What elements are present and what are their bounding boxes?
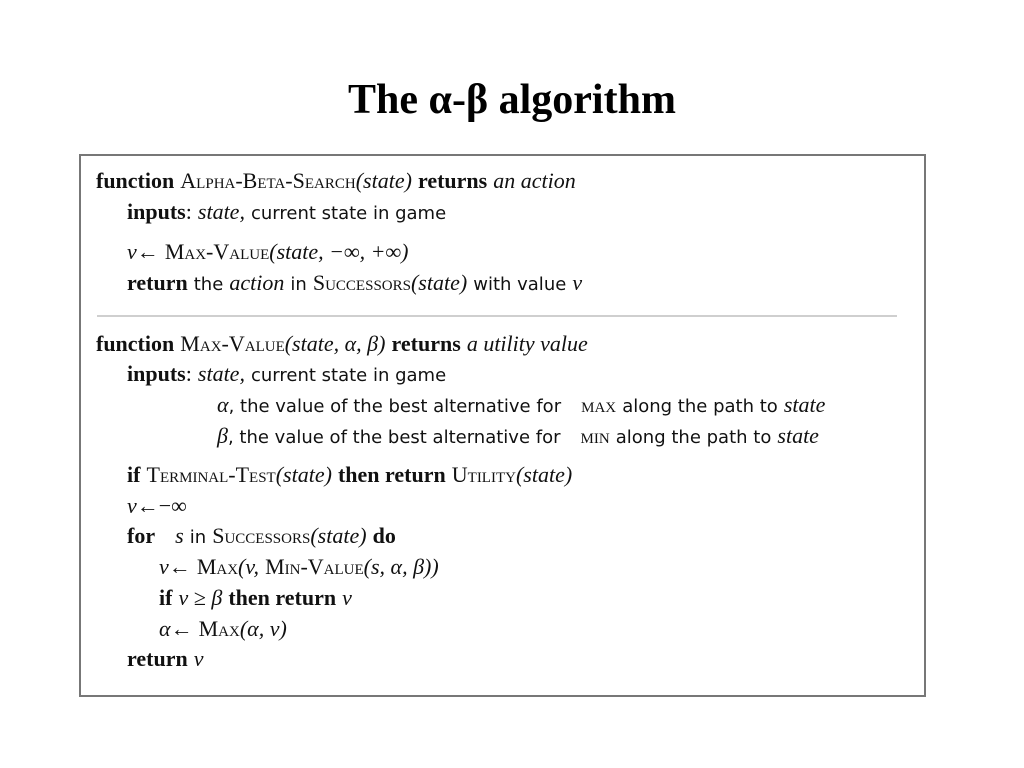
mv-line-2: inputs: state, current state in game xyxy=(127,361,447,386)
mv-line-7: for s in Successors(state) do xyxy=(127,523,396,548)
mv-line-3: α, the value of the best alternative for max along the path to state xyxy=(217,392,826,417)
mv-line-10: α← Max(α, v) xyxy=(159,616,287,641)
input-desc: current state in game xyxy=(251,203,447,224)
abs-line-1 xyxy=(96,169,576,194)
function-name: Alpha-Beta-Search xyxy=(180,168,356,193)
keyword-function: function xyxy=(96,331,175,356)
algorithm-box xyxy=(79,154,926,697)
input-state: state, xyxy=(197,199,245,224)
abs-line-3: v← Max-Value(state, −∞, +∞) xyxy=(127,239,409,264)
return-type: an action xyxy=(493,168,576,193)
keyword-function: function xyxy=(96,168,175,193)
section-divider xyxy=(97,315,897,317)
abs-line-4: return the action in Successors(state) with value v xyxy=(127,270,583,295)
mv-line-9: if v ≥ β then return v xyxy=(159,585,352,610)
abs-line-2: inputs: state, current state in game xyxy=(127,199,447,224)
slide-title: The α-β algorithm xyxy=(348,77,676,123)
mv-line-5: if Terminal-Test(state) then return Utility(state) xyxy=(127,462,573,487)
mv-line-1: function Max-Value(state, α, β) returns a utility value xyxy=(96,331,588,356)
keyword-returns: returns xyxy=(417,168,488,193)
mv-line-6: v←−∞ xyxy=(127,493,187,518)
keyword-inputs: inputs xyxy=(127,199,186,224)
function-args: (state) xyxy=(355,168,412,193)
function-name: Max-Value xyxy=(180,331,285,356)
mv-line-4: β, the value of the best alternative for min along the path to state xyxy=(217,423,819,448)
mv-line-11: return v xyxy=(127,646,204,671)
mv-line-8: v← Max(v, Min-Value(s, α, β)) xyxy=(159,554,439,579)
